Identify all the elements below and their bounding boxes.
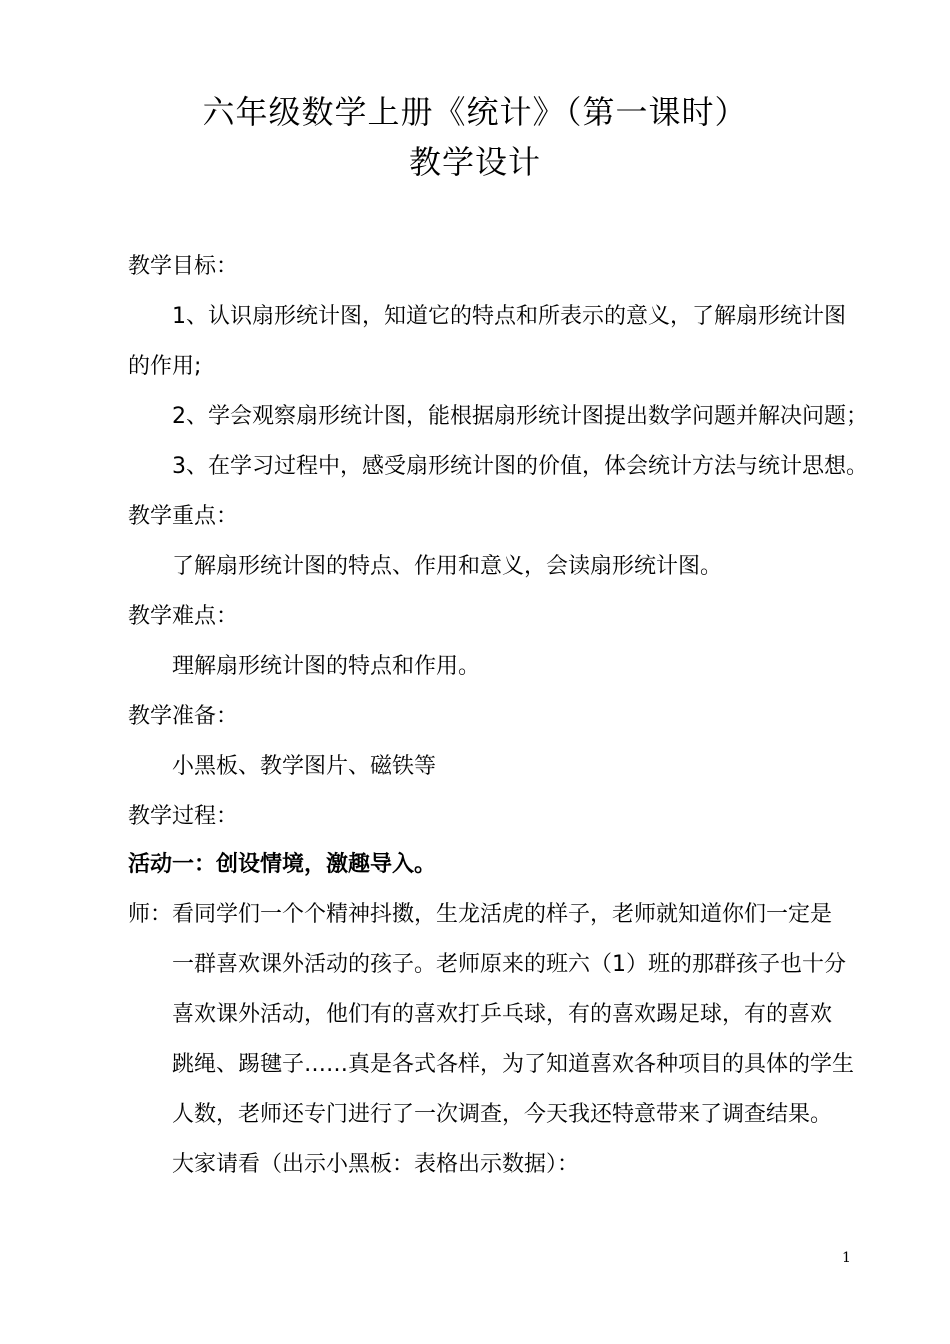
document-title-line1: 六年级数学上册《统计》（第一课时） <box>202 93 748 131</box>
teacher-line: 跳绳、踢毽子……真是各式各样，为了知道喜欢各种项目的具体的学生 <box>172 1052 855 1077</box>
document-title-line2: 教学设计 <box>408 143 541 181</box>
page-number: 1 <box>842 1250 851 1266</box>
teacher-line: 人数，老师还专门进行了一次调查，今天我还特意带来了调查结果。 <box>172 1102 833 1127</box>
teacher-line: 大家请看（出示小黑板：表格出示数据）： <box>172 1152 580 1177</box>
objective-item-3: 3、在学习过程中，感受扇形统计图的价值，体会统计方法与统计思想。 <box>172 454 868 479</box>
difficulties-text: 理解扇形统计图的特点和作用。 <box>172 654 481 679</box>
key-points-text: 了解扇形统计图的特点、作用和意义，会读扇形统计图。 <box>172 554 723 579</box>
teacher-line: 喜欢课外活动，他们有的喜欢打乒乓球，有的喜欢踢足球，有的喜欢 <box>172 1002 833 1027</box>
process-heading: 教学过程： <box>128 804 239 829</box>
objective-item-1-continued: 的作用; <box>128 354 202 379</box>
difficulties-heading: 教学难点： <box>128 604 239 629</box>
teacher-line: 师：看同学们一个个精神抖擞，生龙活虎的样子，老师就知道你们一定是 <box>128 902 833 927</box>
objective-item-1: 1、认识扇形统计图，知道它的特点和所表示的意义，了解扇形统计图 <box>172 304 846 329</box>
key-points-heading: 教学重点： <box>128 504 239 529</box>
activity-1-title: 活动一：创设情境，激趣导入。 <box>128 852 437 877</box>
preparation-heading: 教学准备： <box>128 704 239 729</box>
preparation-text: 小黑板、教学图片、磁铁等 <box>172 754 437 779</box>
objectives-heading: 教学目标： <box>128 254 239 279</box>
teacher-line: 一群喜欢课外活动的孩子。老师原来的班六（1）班的那群孩子也十分 <box>172 952 846 977</box>
objective-item-2: 2、学会观察扇形统计图，能根据扇形统计图提出数学问题并解决问题； <box>172 404 868 429</box>
